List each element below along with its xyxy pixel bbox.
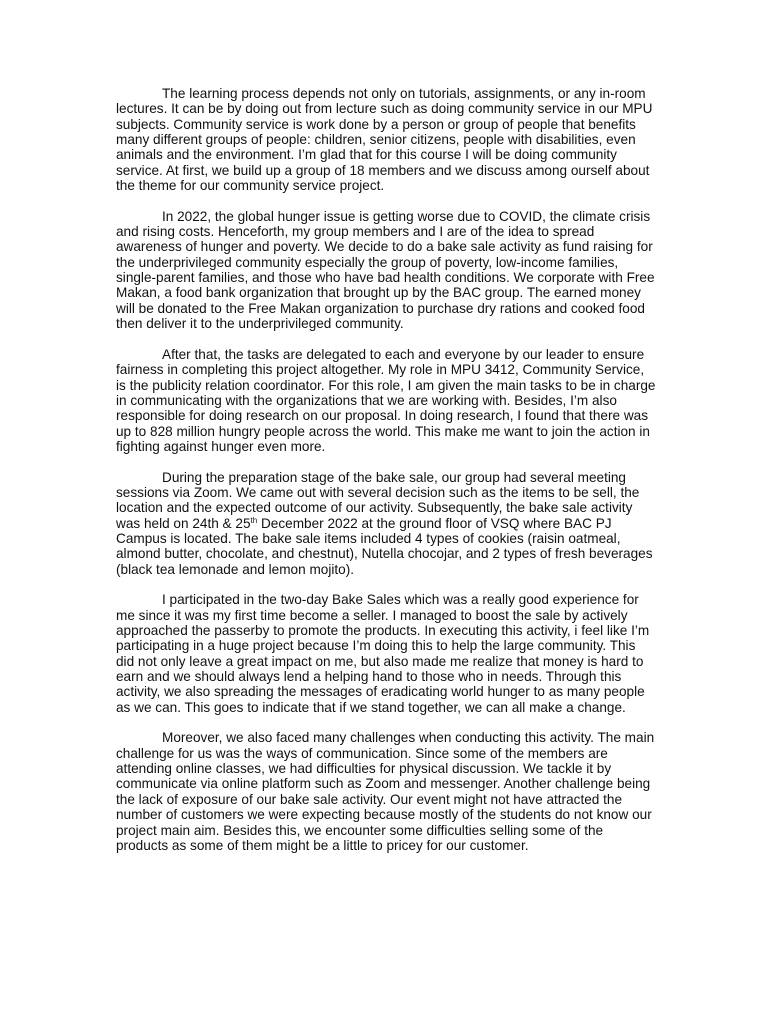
- paragraph-preparation: [116, 470, 656, 577]
- paragraph-challenges: Moreover, we also faced many challenges when conducting this activity. The main challenge for us was the ways of communication. Since some of the members are attending online classes, we had difficulties for physical discussion. We tackle it by communicate via online platform such as Zoom and messenger. Another challenge being the lack of exposure of our bake sale activity. Our event might not have attracted the number of customers we were expecting because mostly of the students do not know our project main aim. Besides this, we encounter some difficulties selling some of the products as some of them might be a little to pricey for our customer.: [116, 730, 655, 853]
- paragraph-role: After that, the tasks are delegated to each and everyone by our leader to ensure fairness in completing this project altogether. My role in MPU 3412, Community Service, is the publicity relation coordinator. For this role, I am given the main tasks to be in charge in communicating with the organizations that we are working with. Besides, I’m also responsible for doing research on our proposal. In doing research, I found that there was up to 828 million hungry people across the world. This make me want to join the action in fighting against hunger even more.: [116, 346, 656, 454]
- ordinal-superscript: th: [250, 515, 258, 525]
- paragraph-intro: The learning process depends not only on tutorials, assignments, or any in-room lectures. It can be by doing out from lecture such as doing community service in our MPU subjects. Community service is work done by a person or group of people that benefits many different groups of people: children, senior citizens, people with disabilities, even animals and the environment. I’m glad that for this course I will be doing community service. At first, we build up a group of 18 members and we discuss among ourself about the theme for our community service project.: [116, 86, 653, 194]
- paragraph-experience: I participated in the two-day Bake Sales which was a really good experience for me since it was my first time become a seller. I managed to boost the sale by actively approached the passerby to promote the products. In executing this activity, i feel like I’m participating in a huge project because I’m doing this to help the large community. This did not only leave a great impact on me, but also made me realize that money is hard to earn and we should always lend a helping hand to those who in needs. Through this activity, we also spreading the messages of eradicating world hunger to as many people as we can. This goes to indicate that if we stand together, we can all make a change.: [116, 592, 650, 715]
- paragraph-preparation-part-b: December 2022 at the ground floor of VSQ where BAC PJ Campus is located. The bake sale items included 4 types of cookies (raisin oatmeal, almond butter, chocolate, and chestnut), Nutella chocojar, and 2 types of fresh beverages (black tea lemonade and lemon mojito).: [116, 515, 653, 577]
- document-page: [116, 86, 656, 869]
- paragraph-preparation-part-a: During the preparation stage of the bake sale, our group had several meeting sessions via Zoom. We came out with several decision such as the items to be sell, the location and the expected outcome of our activity. Subsequently, the bake sale activity was held on 24th & 25: [116, 469, 640, 531]
- paragraph-hunger-issue: In 2022, the global hunger issue is getting worse due to COVID, the climate crisis and rising costs. Henceforth, my group members and I are of the idea to spread awareness of hunger and poverty. We decide to do a bake sale activity as fund raising for the underprivileged community especially the group of poverty, low-income families, single-parent families, and those who have bad health conditions. We corporate with Free Makan, a food bank organization that brought up by the BAC group. The earned money will be donated to the Free Makan organization to purchase dry rations and cooked food then deliver it to the underprivileged community.: [116, 208, 655, 332]
